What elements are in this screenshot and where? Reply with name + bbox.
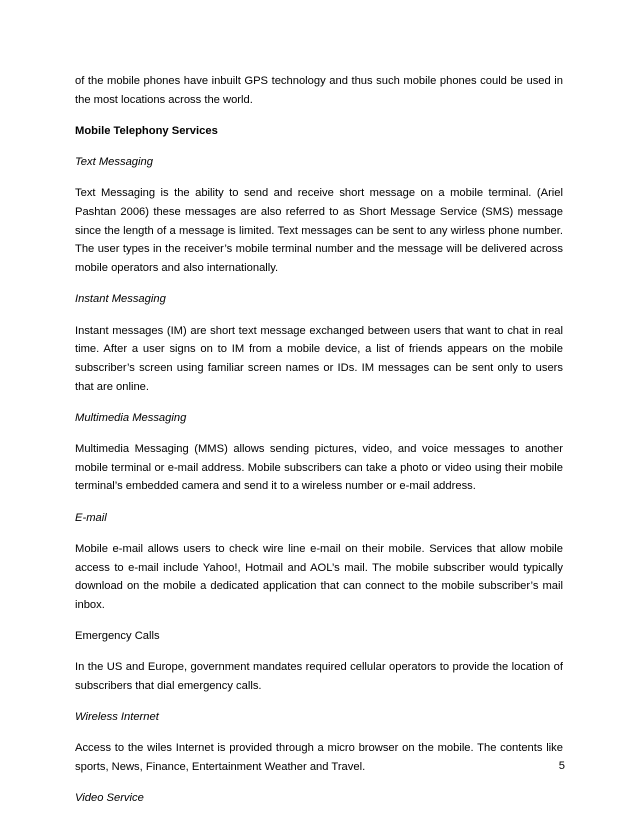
subheading-instant-messaging: Instant Messaging <box>75 293 166 306</box>
section-title: Mobile Telephony Services <box>75 124 218 137</box>
subheading-wireless-internet: Wireless Internet <box>75 711 159 724</box>
subheading-emergency-calls: Emergency Calls <box>75 630 160 643</box>
page-number: 5 <box>558 760 565 772</box>
continuation-paragraph: of the mobile phones have inbuilt GPS technology and thus such mobile phones could be used in the most locations across the world. <box>75 75 563 106</box>
subheading-text-messaging: Text Messaging <box>75 156 153 169</box>
page-content <box>75 72 563 821</box>
subheading-email: E-mail <box>75 511 107 524</box>
paragraph-multimedia-messaging: Multimedia Messaging (MMS) allows sending pictures, video, and voice messages to another mobile terminal or e-mail address. Mobile subscribers can take a photo or video using their mobile terminal’s embedded camera and send it to a wireless number or e-mail address. <box>75 443 563 493</box>
paragraph-text-messaging: Text Messaging is the ability to send and receive short message on a mobile terminal. (Ariel Pashtan 2006) these messages are also referred to as Short Message Service (SMS) message since the length of a message is limited. Text messages can be sent to any wirless phone number. The user types in the receiver’s mobile terminal number and the message will be delivered across mobile operators and also internationally. <box>75 187 563 275</box>
paragraph-wireless-internet: Access to the wiles Internet is provided through a micro browser on the mobile. The contents like sports, News, Finance, Entertainment Weather and Travel. <box>75 742 563 774</box>
subheading-multimedia-messaging: Multimedia Messaging <box>75 411 187 424</box>
paragraph-instant-messaging: Instant messages (IM) are short text message exchanged between users that want to chat in real time. After a user signs on to IM from a mobile device, a list of friends appears on the mobile subscriber’s screen using familiar screen names or IDs. IM messages can be sent only to users that are online. <box>75 324 563 393</box>
paragraph-emergency-calls: In the US and Europe, government mandates required cellular operators to provide the location of subscribers that dial emergency calls. <box>75 661 563 693</box>
subheading-video-service: Video Service <box>75 792 144 805</box>
paragraph-email: Mobile e-mail allows users to check wire line e-mail on their mobile. Services that allow mobile access to e-mail include Yahoo!, Hotmail and AOL’s mail. The mobile subscriber would typically download on the mobile a dedicated application that can connect to the mobile subscriber’s mail inbox. <box>75 542 563 611</box>
